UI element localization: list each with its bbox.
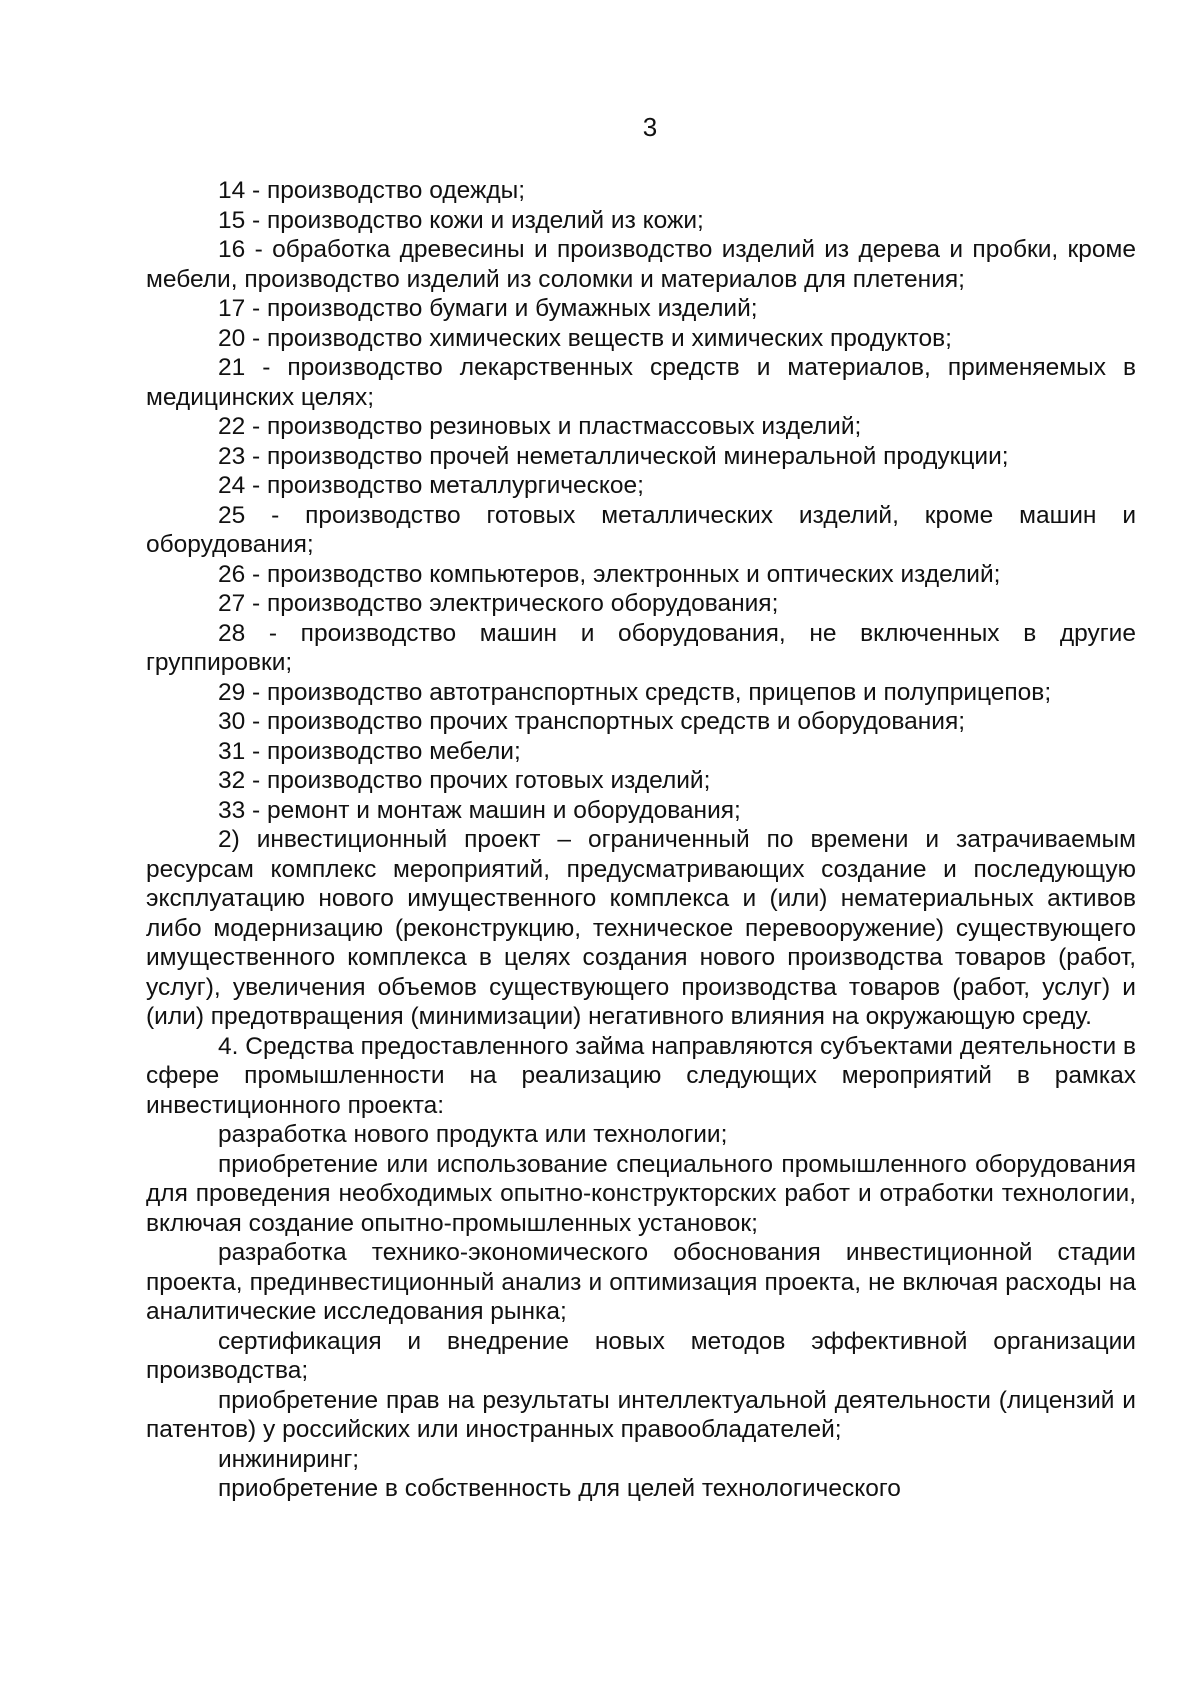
- paragraph-4: 17 - производство бумаги и бумажных изделий;: [218, 295, 758, 322]
- paragraph-5: 20 - производство химических веществ и химических продуктов;: [218, 324, 952, 352]
- paragraph-23: разработка технико-экономического обоснования инвестиционной стадии проекта, прединвестиционный анализ и оптимизация проекта, не включая расходы на аналитические исследования рынка;: [146, 1239, 1136, 1325]
- paragraph-15: 30 - производство прочих транспортных средств и оборудования;: [218, 708, 966, 735]
- paragraph-9: 24 - производство металлургическое;: [218, 472, 644, 499]
- paragraph-6: 21 - производство лекарственных средств и материалов, применяемых в медицинских целях;: [146, 354, 1136, 411]
- paragraph-20: 4. Средства предоставленного займа направляются субъектами деятельности в сфере промышленности на реализацию следующих мероприятий в рамках инвестиционного проекта:: [146, 1032, 1136, 1119]
- paragraph-27: приобретение в собственность для целей технологического: [218, 1475, 901, 1502]
- paragraph-22: приобретение или использование специального промышленного оборудования для проведения необходимых опытно-конструкторских работ и отработки технологии, включая создание опытно-промышленных установок;: [146, 1150, 1136, 1237]
- page-number: 3: [642, 112, 658, 142]
- paragraph-7: 22 - производство резиновых и пластмассовых изделий;: [218, 413, 862, 440]
- paragraph-2: 15 - производство кожи и изделий из кожи;: [218, 206, 704, 234]
- paragraph-13: 28 - производство машин и оборудования, не включенных в другие группировки;: [146, 619, 1136, 676]
- paragraph-10: 25 - производство готовых металлических изделий, кроме машин и оборудования;: [146, 501, 1136, 558]
- paragraph-19: 2) инвестиционный проект – ограниченный по времени и затрачиваемым ресурсам комплекс мероприятий, предусматривающих создание и последующую эксплуатацию нового имущественного комплекса и (или) нематериальных активов либо модернизацию (реконструкцию, техническое перевооружение) существующего имущественного комплекса в целях создания нового производства товаров (работ, услуг), увеличения объемов существующего производства товаров (работ, услуг) и (или) предотвращения (минимизации) негативного влияния на окружающую среду.: [146, 826, 1136, 1030]
- paragraph-25: приобретение прав на результаты интеллектуальной деятельности (лицензий и патентов) у российских или иностранных правообладателей;: [146, 1386, 1136, 1443]
- paragraph-3: 16 - обработка древесины и производство изделий из дерева и пробки, кроме мебели, производство изделий из соломки и материалов для плетения;: [146, 236, 1136, 293]
- paragraph-18: 33 - ремонт и монтаж машин и оборудования;: [218, 796, 741, 824]
- paragraph-11: 26 - производство компьютеров, электронных и оптических изделий;: [218, 560, 1001, 588]
- paragraph-26: инжиниринг;: [218, 1445, 360, 1473]
- paragraph-21: разработка нового продукта или технологии;: [218, 1121, 728, 1148]
- paragraph-16: 31 - производство мебели;: [218, 737, 521, 765]
- paragraph-24: сертификация и внедрение новых методов эффективной организации производства;: [146, 1327, 1136, 1384]
- paragraph-17: 32 - производство прочих готовых изделий;: [218, 767, 711, 794]
- paragraph-12: 27 - производство электрического оборудования;: [218, 590, 779, 617]
- document-body: [146, 176, 1136, 1504]
- paragraph-14: 29 - производство автотранспортных средств, прицепов и полуприцепов;: [218, 678, 1052, 706]
- paragraph-8: 23 - производство прочей неметаллической минеральной продукции;: [218, 442, 1009, 470]
- paragraph-1: 14 - производство одежды;: [218, 177, 526, 204]
